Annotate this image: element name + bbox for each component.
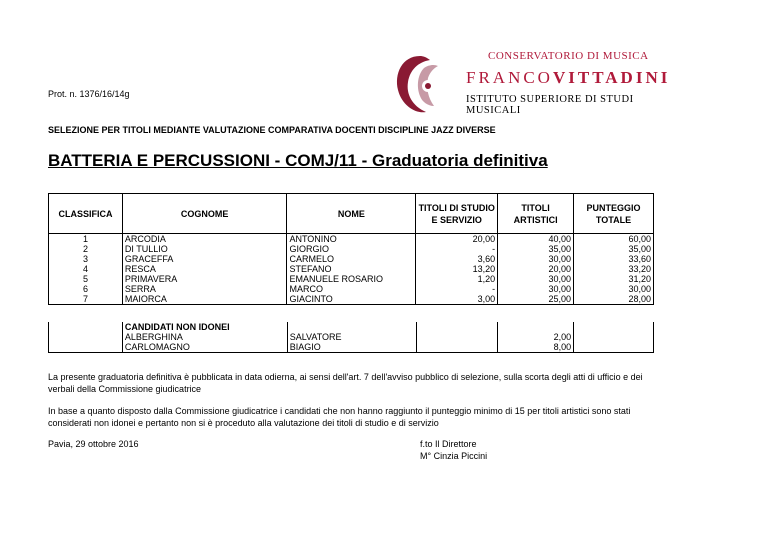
header-nome: NOME: [287, 194, 416, 234]
name-cell: SALVATORE: [287, 332, 416, 342]
header-cognome: COGNOME: [122, 194, 287, 234]
logo-text-franco: FRANCO: [466, 68, 553, 87]
selection-subtitle: SELEZIONE PER TITOLI MEDIANTE VALUTAZIONE COMPARATIVA DOCENTI DISCIPLINE JAZZ DIVERSE: [48, 125, 496, 135]
surname-cell: CARLOMAGNO: [122, 342, 287, 353]
artistici-cell: 30,00: [498, 254, 574, 264]
name-cell: BIAGIO: [287, 342, 416, 353]
studio-cell: 20,00: [416, 234, 498, 245]
non-idonei-table: [48, 322, 654, 353]
name-cell: GIORGIO: [287, 244, 416, 254]
header-punteggio-totale: PUNTEGGIO TOTALE: [574, 194, 654, 234]
surname-cell: ARCODIA: [122, 234, 287, 245]
date-place: Pavia, 29 ottobre 2016: [48, 439, 139, 449]
conservatorio-logo: [390, 48, 690, 118]
header-titoli-studio: TITOLI DI STUDIO E SERVIZIO: [416, 194, 498, 234]
totale-cell: 31,20: [574, 274, 654, 284]
artistici-cell: 25,00: [498, 294, 574, 305]
rank-cell: 4: [49, 264, 123, 274]
signature-title: f.to Il Direttore: [420, 439, 477, 449]
rank-cell: 1: [49, 234, 123, 245]
surname-cell: MAIORCA: [122, 294, 287, 305]
logo-text-istituto: ISTITUTO SUPERIORE DI STUDI MUSICALI: [466, 94, 634, 116]
name-cell: STEFANO: [287, 264, 416, 274]
artistici-cell: 30,00: [498, 284, 574, 294]
ranking-table: [48, 193, 654, 305]
logo-text-di-musica: DI MUSICA: [583, 50, 649, 62]
surname-cell: GRACEFFA: [122, 254, 287, 264]
studio-cell: 13,20: [416, 264, 498, 274]
table-row: [49, 254, 654, 264]
rank-cell: 2: [49, 244, 123, 254]
logo-text-conservatorio: CONSERVATORIO: [488, 50, 584, 62]
surname-cell: DI TULLIO: [122, 244, 287, 254]
artistici-cell: 2,00: [498, 332, 574, 342]
table-row: [49, 234, 654, 245]
name-cell: CARMELO: [287, 254, 416, 264]
name-cell: GIACINTO: [287, 294, 416, 305]
name-cell: EMANUELE ROSARIO: [287, 274, 416, 284]
artistici-cell: 30,00: [498, 274, 574, 284]
totale-cell: 30,00: [574, 284, 654, 294]
signature-name: M° Cinzia Piccini: [420, 451, 488, 461]
header-classifica: CLASSIFICA: [49, 194, 123, 234]
artistici-cell: 40,00: [498, 234, 574, 245]
surname-cell: ALBERGHINA: [122, 332, 287, 342]
table-row: [49, 284, 654, 294]
totale-cell: 60,00: [574, 234, 654, 245]
non-idonei-heading: CANDIDATI NON IDONEI: [122, 322, 287, 332]
rank-cell: 5: [49, 274, 123, 284]
studio-cell: -: [416, 244, 498, 254]
name-cell: ANTONINO: [287, 234, 416, 245]
surname-cell: SERRA: [122, 284, 287, 294]
studio-cell: -: [416, 284, 498, 294]
name-cell: MARCO: [287, 284, 416, 294]
table-row: [49, 332, 654, 342]
totale-cell: 28,00: [574, 294, 654, 305]
logo-emblem-icon: [390, 50, 450, 118]
commission-paragraph: In base a quanto disposto dalla Commissione giudicatrice i candidati che non hanno raggiunto il punteggio minimo di 15 per titoli artistici sono stati considerati non idonei e pertanto non si è proceduto alla valutazione dei titoli di studio e di servizio: [48, 406, 631, 428]
totale-cell: 33,60: [574, 254, 654, 264]
artistici-cell: 8,00: [498, 342, 574, 353]
protocol-number: Prot. n. 1376/16/14g: [48, 89, 130, 99]
surname-cell: PRIMAVERA: [122, 274, 287, 284]
table-row: [49, 342, 654, 353]
studio-cell: 1,20: [416, 274, 498, 284]
table-row: [49, 274, 654, 284]
totale-cell: 35,00: [574, 244, 654, 254]
rank-cell: 3: [49, 254, 123, 264]
studio-cell: 3,60: [416, 254, 498, 264]
table-row: [49, 244, 654, 254]
totale-cell: 33,20: [574, 264, 654, 274]
page-title: BATTERIA E PERCUSSIONI - COMJ/11 - Graduatoria definitiva: [48, 151, 548, 170]
logo-text-vittadini: VITTADINI: [552, 68, 671, 87]
surname-cell: RESCA: [122, 264, 287, 274]
artistici-cell: 20,00: [498, 264, 574, 274]
publication-paragraph: La presente graduatoria definitiva è pubblicata in data odierna, ai sensi dell'art. 7 dell'avviso pubblico di selezione, sulla scorta degli atti di ufficio e dei verbali della Commissione giudicatrice: [48, 372, 643, 394]
rank-cell: 6: [49, 284, 123, 294]
header-titoli-artistici: TITOLI ARTISTICI: [498, 194, 574, 234]
artistici-cell: 35,00: [498, 244, 574, 254]
rank-cell: 7: [49, 294, 123, 305]
table-row: [49, 294, 654, 305]
table-row: [49, 264, 654, 274]
studio-cell: 3,00: [416, 294, 498, 305]
